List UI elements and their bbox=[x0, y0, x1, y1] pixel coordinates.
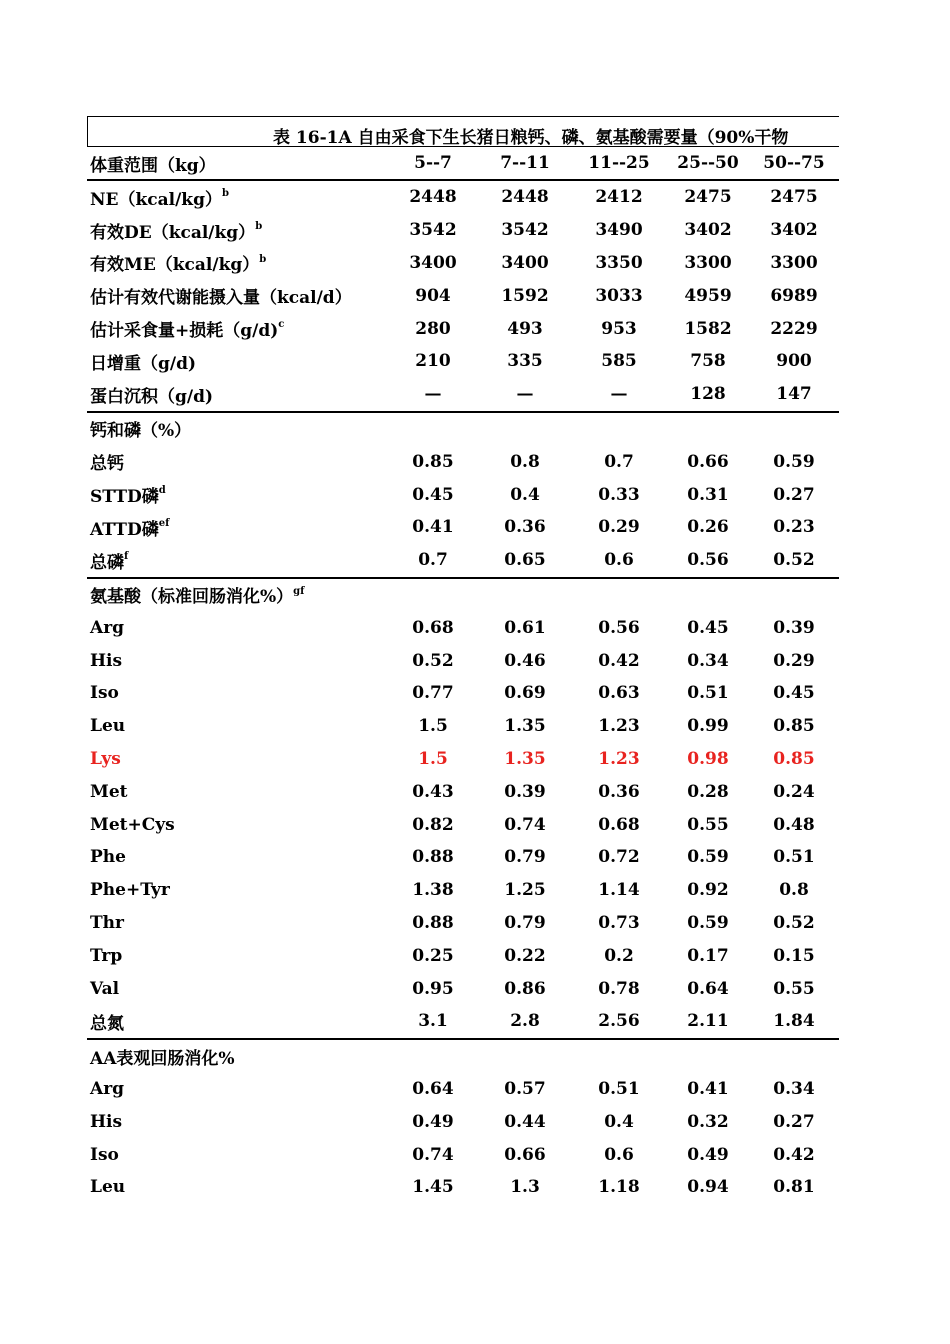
row-label-cell[interactable] bbox=[87, 1039, 387, 1073]
value-cell[interactable]: 0.79 bbox=[504, 912, 546, 933]
value-cell[interactable] bbox=[667, 1039, 749, 1073]
value-cell[interactable] bbox=[749, 412, 839, 446]
value-cell[interactable]: 0.68 bbox=[412, 617, 454, 638]
value-cell[interactable]: 0.85 bbox=[773, 748, 815, 769]
value-cell[interactable]: 0.41 bbox=[412, 517, 454, 538]
row-label-cell[interactable] bbox=[87, 907, 387, 940]
value-cell[interactable] bbox=[479, 1039, 571, 1073]
header-label[interactable]: 体重范围（kg） bbox=[87, 147, 387, 180]
requirements-table bbox=[87, 147, 839, 1204]
value-cell[interactable]: 1.14 bbox=[598, 880, 640, 901]
value-cell[interactable]: 3490 bbox=[595, 220, 643, 241]
table-row bbox=[87, 578, 839, 612]
value-cell[interactable] bbox=[479, 578, 571, 612]
value-cell[interactable]: 1.38 bbox=[412, 880, 454, 901]
value-cell[interactable]: 0.85 bbox=[773, 716, 815, 737]
value-cell[interactable]: 2.8 bbox=[479, 1005, 571, 1039]
value-cell[interactable]: 1.3 bbox=[510, 1177, 540, 1198]
row-label: Val bbox=[90, 978, 120, 999]
row-label-cell[interactable] bbox=[87, 677, 387, 710]
row-label: His bbox=[90, 650, 123, 671]
value-cell[interactable]: 0.73 bbox=[598, 912, 640, 933]
row-label: Thr bbox=[90, 912, 124, 933]
value-cell[interactable]: 0.29 bbox=[773, 650, 815, 671]
row-label-cell[interactable] bbox=[87, 1105, 387, 1138]
row-label: 估计采食量+损耗（g/d) bbox=[90, 321, 279, 342]
value-cell[interactable]: 3402 bbox=[684, 220, 732, 241]
value-cell[interactable]: 0.88 bbox=[412, 912, 454, 933]
value-cell[interactable]: — bbox=[479, 378, 571, 412]
value-cell[interactable]: 3033 bbox=[595, 285, 643, 306]
value-cell[interactable] bbox=[749, 578, 839, 612]
value-cell[interactable]: 0.63 bbox=[598, 683, 640, 704]
value-cell[interactable]: 0.51 bbox=[687, 683, 729, 704]
table-row bbox=[87, 874, 839, 907]
table-row bbox=[87, 611, 839, 644]
value-cell[interactable]: 0.6 bbox=[604, 1144, 634, 1165]
value-cell[interactable]: 0.43 bbox=[412, 781, 454, 802]
value-cell[interactable]: 0.56 bbox=[598, 617, 640, 638]
row-label-cell[interactable] bbox=[87, 1073, 387, 1106]
row-label: Met bbox=[90, 781, 128, 802]
value-cell[interactable]: 0.72 bbox=[598, 847, 640, 868]
value-cell[interactable]: 2.56 bbox=[571, 1005, 667, 1039]
row-label: Leu bbox=[90, 1177, 126, 1198]
value-cell[interactable]: 1.84 bbox=[749, 1005, 839, 1039]
row-label-cell[interactable] bbox=[87, 1138, 387, 1171]
value-cell[interactable]: 0.8 bbox=[510, 451, 540, 472]
value-cell[interactable]: 0.33 bbox=[598, 484, 640, 505]
value-cell[interactable]: 0.4 bbox=[604, 1111, 634, 1132]
value-cell[interactable]: 3400 bbox=[501, 252, 549, 273]
value-cell[interactable]: 0.23 bbox=[773, 517, 815, 538]
value-cell[interactable]: 4959 bbox=[684, 285, 732, 306]
value-cell[interactable]: 2475 bbox=[770, 187, 818, 208]
value-cell[interactable]: 2448 bbox=[409, 187, 457, 208]
row-label-cell[interactable] bbox=[87, 808, 387, 841]
spreadsheet bbox=[87, 116, 839, 1204]
table-row bbox=[87, 544, 839, 578]
table-row bbox=[87, 1105, 839, 1138]
value-cell[interactable]: 0.68 bbox=[598, 814, 640, 835]
header-row bbox=[87, 147, 839, 180]
row-label-cell[interactable] bbox=[87, 412, 387, 446]
value-cell[interactable]: 0.64 bbox=[412, 1078, 454, 1099]
value-cell[interactable]: 0.49 bbox=[412, 1111, 454, 1132]
value-cell[interactable]: 0.92 bbox=[687, 880, 729, 901]
value-cell[interactable]: 0.46 bbox=[504, 650, 546, 671]
value-cell[interactable] bbox=[571, 1039, 667, 1073]
row-label-cell[interactable] bbox=[87, 578, 387, 612]
footnote-marker: b bbox=[259, 253, 267, 265]
value-cell[interactable]: 2475 bbox=[684, 187, 732, 208]
row-label-cell[interactable] bbox=[87, 1171, 387, 1204]
table-row bbox=[87, 972, 839, 1005]
value-cell[interactable]: 0.55 bbox=[687, 814, 729, 835]
value-cell[interactable]: 0.59 bbox=[773, 451, 815, 472]
row-label: Iso bbox=[90, 1144, 119, 1165]
value-cell[interactable]: 758 bbox=[690, 351, 726, 372]
table-row bbox=[87, 808, 839, 841]
row-label: Leu bbox=[90, 716, 126, 737]
table-row bbox=[87, 939, 839, 972]
value-cell[interactable]: 1.25 bbox=[504, 880, 546, 901]
value-cell[interactable]: 0.74 bbox=[504, 814, 546, 835]
row-label: Arg bbox=[90, 617, 125, 638]
value-cell[interactable]: 3.1 bbox=[387, 1005, 479, 1039]
footnote-marker: b bbox=[221, 188, 229, 200]
value-cell[interactable]: 0.7 bbox=[604, 451, 634, 472]
row-label: Trp bbox=[90, 945, 123, 966]
row-label-cell[interactable] bbox=[87, 511, 387, 544]
table-row bbox=[87, 511, 839, 544]
table-row bbox=[87, 841, 839, 874]
value-cell[interactable]: 0.2 bbox=[604, 945, 634, 966]
value-cell[interactable]: 0.27 bbox=[773, 1111, 815, 1132]
value-cell[interactable]: 0.86 bbox=[504, 978, 546, 999]
value-cell[interactable]: 0.94 bbox=[687, 1177, 729, 1198]
value-cell[interactable]: 953 bbox=[601, 318, 637, 339]
value-cell[interactable]: 900 bbox=[776, 351, 812, 372]
table-row bbox=[87, 412, 839, 446]
row-label-cell[interactable] bbox=[87, 611, 387, 644]
footnote-marker: ef bbox=[158, 518, 170, 530]
footnote-marker: d bbox=[158, 485, 166, 497]
row-label: His bbox=[90, 1111, 123, 1132]
table-row bbox=[87, 1171, 839, 1204]
row-label: Lys bbox=[90, 748, 121, 769]
row-label: STTD磷 bbox=[90, 487, 159, 508]
value-cell[interactable] bbox=[479, 412, 571, 446]
value-cell[interactable]: 0.79 bbox=[504, 847, 546, 868]
value-cell[interactable]: 0.36 bbox=[598, 781, 640, 802]
row-label-cell[interactable] bbox=[87, 939, 387, 972]
table-row bbox=[87, 1039, 839, 1073]
row-label-cell[interactable] bbox=[87, 841, 387, 874]
value-cell[interactable]: 280 bbox=[415, 318, 451, 339]
row-label: Arg bbox=[90, 1078, 125, 1099]
value-cell[interactable]: 0.39 bbox=[504, 781, 546, 802]
row-label: 氨基酸（标准回肠消化%） bbox=[90, 587, 294, 608]
table-row bbox=[87, 478, 839, 511]
row-label: AA表观回肠消化% bbox=[90, 1048, 235, 1069]
value-cell[interactable]: 1.18 bbox=[598, 1177, 640, 1198]
value-cell[interactable]: 0.31 bbox=[687, 484, 729, 505]
row-label-cell[interactable] bbox=[87, 312, 387, 345]
value-cell[interactable]: 2.11 bbox=[667, 1005, 749, 1039]
value-cell[interactable]: — bbox=[387, 378, 479, 412]
value-cell[interactable] bbox=[749, 1039, 839, 1073]
value-cell[interactable]: 0.34 bbox=[773, 1078, 815, 1099]
row-label-cell[interactable] bbox=[87, 247, 387, 280]
value-cell[interactable]: 3402 bbox=[770, 220, 818, 241]
value-cell[interactable]: 0.98 bbox=[687, 748, 729, 769]
table-title: 表 16-1A 自由采食下生长猪日粮钙、磷、氨基酸需要量（90%干物 bbox=[273, 128, 789, 147]
value-cell[interactable]: 0.42 bbox=[598, 650, 640, 671]
value-cell[interactable]: 0.42 bbox=[773, 1144, 815, 1165]
value-cell[interactable]: 0.61 bbox=[504, 617, 546, 638]
value-cell[interactable]: 0.69 bbox=[504, 683, 546, 704]
value-cell[interactable]: 0.6 bbox=[571, 544, 667, 578]
value-cell[interactable]: 1.23 bbox=[598, 716, 640, 737]
title-row bbox=[87, 116, 839, 147]
row-label: Iso bbox=[90, 683, 119, 704]
table-row bbox=[87, 279, 839, 312]
value-cell[interactable]: 0.52 bbox=[749, 544, 839, 578]
value-cell[interactable]: 0.82 bbox=[412, 814, 454, 835]
value-cell[interactable]: 2229 bbox=[770, 318, 818, 339]
value-cell[interactable]: 0.39 bbox=[773, 617, 815, 638]
table-row bbox=[87, 445, 839, 478]
row-label-cell[interactable] bbox=[87, 478, 387, 511]
value-cell[interactable]: 6989 bbox=[770, 285, 818, 306]
value-cell[interactable]: 0.78 bbox=[598, 978, 640, 999]
value-cell[interactable]: 0.59 bbox=[687, 912, 729, 933]
row-label-cell[interactable] bbox=[87, 279, 387, 312]
footnote-marker: b bbox=[255, 221, 263, 233]
value-cell[interactable]: 0.34 bbox=[687, 650, 729, 671]
row-label: 日增重（g/d) bbox=[90, 353, 197, 374]
value-cell[interactable] bbox=[387, 412, 479, 446]
value-cell[interactable]: 335 bbox=[507, 351, 543, 372]
table-row bbox=[87, 1005, 839, 1039]
value-cell[interactable]: 0.81 bbox=[773, 1177, 815, 1198]
row-label-cell[interactable] bbox=[87, 378, 387, 412]
row-label-cell[interactable] bbox=[87, 972, 387, 1005]
value-cell[interactable]: 3350 bbox=[595, 252, 643, 273]
header-cell[interactable]: 25--50 bbox=[667, 147, 749, 180]
row-label-cell[interactable] bbox=[87, 345, 387, 378]
value-cell[interactable]: 1592 bbox=[501, 285, 549, 306]
value-cell[interactable]: 1.5 bbox=[418, 716, 448, 737]
value-cell[interactable]: 0.66 bbox=[687, 451, 729, 472]
value-cell[interactable] bbox=[667, 412, 749, 446]
table-row bbox=[87, 1138, 839, 1171]
table-row bbox=[87, 214, 839, 247]
value-cell[interactable]: 0.45 bbox=[773, 683, 815, 704]
value-cell[interactable]: 0.41 bbox=[687, 1078, 729, 1099]
row-label-cell[interactable] bbox=[87, 214, 387, 247]
value-cell[interactable]: 1.35 bbox=[504, 716, 546, 737]
value-cell[interactable]: 3300 bbox=[684, 252, 732, 273]
value-cell[interactable] bbox=[571, 412, 667, 446]
value-cell[interactable]: 0.7 bbox=[387, 544, 479, 578]
footnote-marker: gf bbox=[293, 585, 305, 597]
row-label-cell[interactable] bbox=[87, 644, 387, 677]
table-row bbox=[87, 775, 839, 808]
value-cell[interactable]: 147 bbox=[749, 378, 839, 412]
value-cell[interactable] bbox=[387, 1039, 479, 1073]
row-label-cell[interactable] bbox=[87, 544, 387, 578]
row-label-cell[interactable] bbox=[87, 710, 387, 743]
row-label: Phe+Tyr bbox=[90, 880, 170, 901]
table-row bbox=[87, 907, 839, 940]
value-cell[interactable]: 0.77 bbox=[412, 683, 454, 704]
header-cell[interactable]: 50--75 bbox=[749, 147, 839, 180]
value-cell[interactable]: 0.15 bbox=[773, 945, 815, 966]
value-cell[interactable]: 0.4 bbox=[510, 484, 540, 505]
header-cell[interactable]: 11--25 bbox=[571, 147, 667, 180]
row-label-cell[interactable] bbox=[87, 180, 387, 214]
row-label-cell[interactable] bbox=[87, 743, 387, 776]
row-label-cell[interactable] bbox=[87, 1005, 387, 1039]
table-row bbox=[87, 378, 839, 412]
header-cell[interactable]: 5--7 bbox=[387, 147, 479, 180]
value-cell[interactable]: 0.88 bbox=[412, 847, 454, 868]
value-cell[interactable]: 0.55 bbox=[773, 978, 815, 999]
table-row bbox=[87, 312, 839, 345]
value-cell[interactable]: 0.95 bbox=[412, 978, 454, 999]
row-label: 有效ME（kcal/kg） bbox=[90, 255, 260, 276]
value-cell[interactable]: 3542 bbox=[501, 220, 549, 241]
value-cell[interactable]: 0.51 bbox=[598, 1078, 640, 1099]
value-cell[interactable]: 0.51 bbox=[773, 847, 815, 868]
row-label: 总氮 bbox=[90, 1013, 124, 1034]
value-cell[interactable]: 0.45 bbox=[687, 617, 729, 638]
value-cell[interactable]: 1.35 bbox=[504, 748, 546, 769]
table-row bbox=[87, 677, 839, 710]
value-cell[interactable]: 0.36 bbox=[504, 517, 546, 538]
value-cell[interactable]: 3300 bbox=[770, 252, 818, 273]
row-label: Phe bbox=[90, 847, 126, 868]
table-row bbox=[87, 247, 839, 280]
row-label: 蛋白沉积（g/d) bbox=[90, 386, 214, 407]
value-cell[interactable]: 0.65 bbox=[479, 544, 571, 578]
value-cell[interactable]: 0.59 bbox=[687, 847, 729, 868]
footnote-marker: f bbox=[124, 551, 129, 562]
value-cell[interactable] bbox=[387, 578, 479, 612]
value-cell[interactable]: 0.45 bbox=[412, 484, 454, 505]
value-cell[interactable]: 3400 bbox=[409, 252, 457, 273]
value-cell[interactable]: 0.74 bbox=[412, 1144, 454, 1165]
value-cell[interactable]: 0.52 bbox=[773, 912, 815, 933]
value-cell[interactable]: 0.29 bbox=[598, 517, 640, 538]
value-cell[interactable]: 210 bbox=[415, 351, 451, 372]
table-row bbox=[87, 743, 839, 776]
value-cell[interactable]: 585 bbox=[601, 351, 637, 372]
row-label-cell[interactable] bbox=[87, 445, 387, 478]
table-row bbox=[87, 710, 839, 743]
row-label: 总钙 bbox=[90, 454, 124, 475]
value-cell[interactable]: 0.24 bbox=[773, 781, 815, 802]
table-row bbox=[87, 1073, 839, 1106]
row-label-cell[interactable] bbox=[87, 874, 387, 907]
value-cell[interactable]: 1.23 bbox=[598, 748, 640, 769]
value-cell[interactable]: 0.66 bbox=[504, 1144, 546, 1165]
row-label: ATTD磷 bbox=[90, 519, 159, 540]
row-label: Met+Cys bbox=[90, 814, 175, 835]
value-cell[interactable]: 0.25 bbox=[412, 945, 454, 966]
value-cell[interactable]: 0.52 bbox=[412, 650, 454, 671]
value-cell[interactable]: 1.45 bbox=[412, 1177, 454, 1198]
value-cell[interactable]: 0.49 bbox=[687, 1144, 729, 1165]
value-cell[interactable]: 493 bbox=[507, 318, 543, 339]
value-cell[interactable]: 0.64 bbox=[687, 978, 729, 999]
value-cell[interactable]: 1.5 bbox=[418, 748, 448, 769]
table-row bbox=[87, 644, 839, 677]
value-cell[interactable]: 128 bbox=[667, 378, 749, 412]
row-label: 钙和磷（%） bbox=[90, 421, 192, 442]
table-row bbox=[87, 180, 839, 214]
value-cell[interactable]: 0.27 bbox=[773, 484, 815, 505]
value-cell[interactable]: 0.57 bbox=[504, 1078, 546, 1099]
value-cell[interactable]: 0.44 bbox=[504, 1111, 546, 1132]
value-cell[interactable]: 0.99 bbox=[687, 716, 729, 737]
value-cell[interactable]: 0.22 bbox=[504, 945, 546, 966]
value-cell[interactable]: 0.32 bbox=[687, 1111, 729, 1132]
value-cell[interactable]: 0.26 bbox=[687, 517, 729, 538]
value-cell[interactable] bbox=[667, 578, 749, 612]
value-cell[interactable]: 904 bbox=[415, 285, 451, 306]
table-row bbox=[87, 345, 839, 378]
header-cell[interactable]: 7--11 bbox=[479, 147, 571, 180]
value-cell[interactable]: 0.85 bbox=[412, 451, 454, 472]
value-cell[interactable]: 0.48 bbox=[773, 814, 815, 835]
value-cell[interactable]: 0.8 bbox=[779, 880, 809, 901]
row-label: 估计有效代谢能摄入量（kcal/d） bbox=[90, 288, 352, 309]
row-label: 有效DE（kcal/kg） bbox=[90, 222, 256, 243]
value-cell[interactable]: 2412 bbox=[595, 187, 643, 208]
value-cell[interactable]: 0.28 bbox=[687, 781, 729, 802]
footnote-marker: c bbox=[278, 319, 285, 331]
value-cell[interactable]: 0.56 bbox=[667, 544, 749, 578]
row-label-cell[interactable] bbox=[87, 775, 387, 808]
value-cell[interactable] bbox=[571, 578, 667, 612]
value-cell[interactable]: 3542 bbox=[409, 220, 457, 241]
value-cell[interactable]: 0.17 bbox=[687, 945, 729, 966]
row-label: 总磷 bbox=[90, 552, 124, 573]
value-cell[interactable]: — bbox=[571, 378, 667, 412]
value-cell[interactable]: 1582 bbox=[684, 318, 732, 339]
value-cell[interactable]: 2448 bbox=[501, 187, 549, 208]
row-label: NE（kcal/kg） bbox=[90, 189, 222, 210]
